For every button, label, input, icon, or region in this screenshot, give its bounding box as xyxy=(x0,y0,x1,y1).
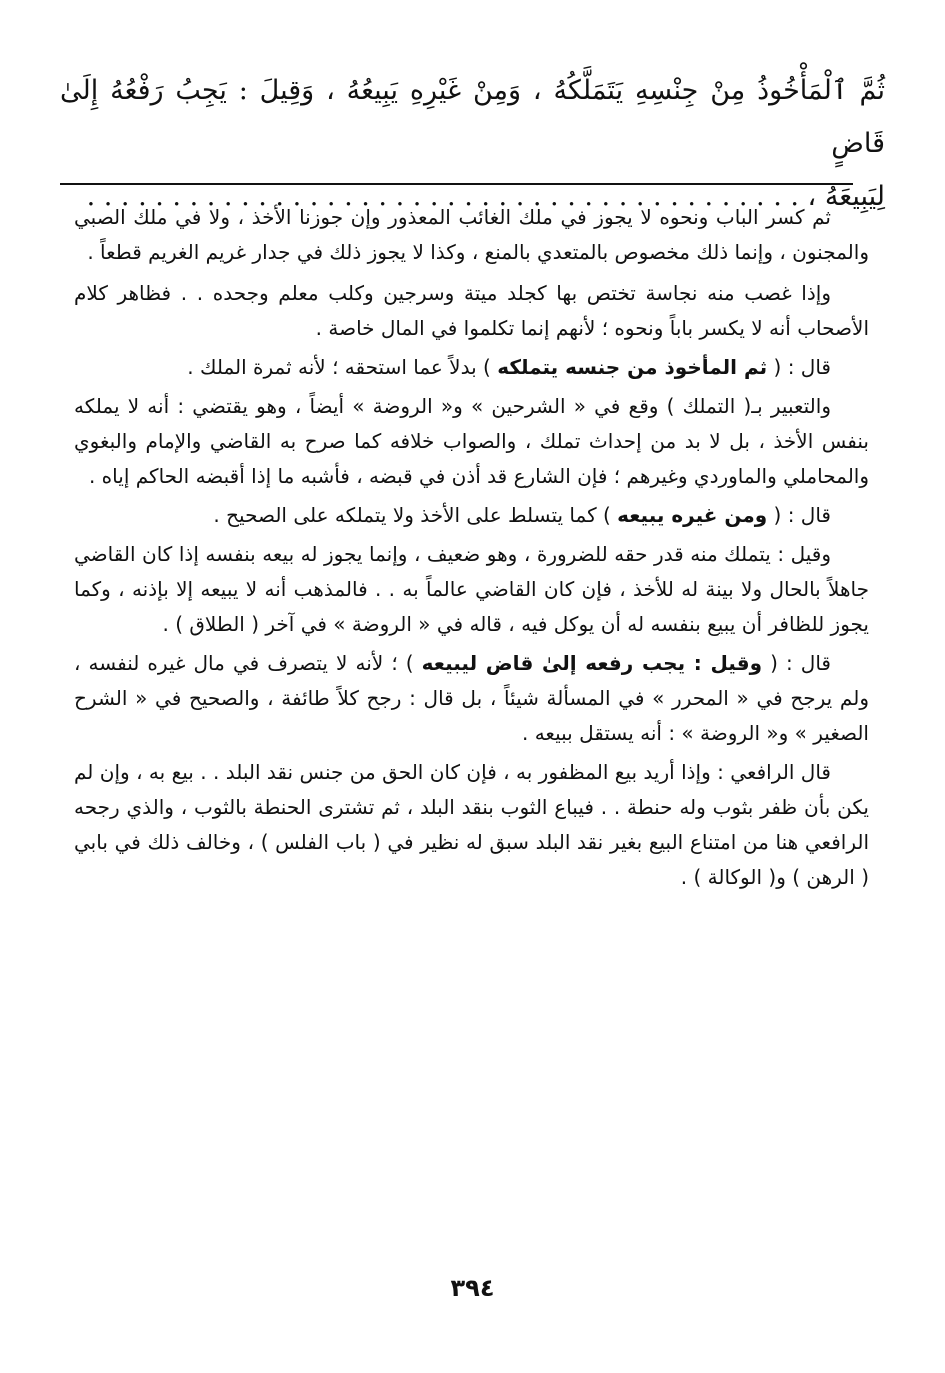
quote-open: قال : ( xyxy=(770,651,831,675)
quote-open: قال : ( xyxy=(773,503,831,527)
quote-rest: ) بدلاً عما استحقه ؛ لأنه ثمرة الملك . xyxy=(187,355,491,379)
matn-line-1: ثُمَّ ٱلْمَأْخُوذُ مِنْ جِنْسِهِ يَتَمَلَّكُهُ ، وَمِنْ غَيْرِهِ يَبِيعُهُ ، وَقِيلَ : يَجِبُ رَفْعُهُ إِلَىٰ قَاضٍ xyxy=(60,75,885,159)
commentary-paragraph-4: والتعبير بـ( التملك ) وقع في « الشرحين » و« الروضة » أيضاً ، وهو يقتضي : أنه لا يملكه بنفس الأخذ ، بل لا بد من إحداث تملك ، والصواب خلافه كما صرح به القاضي والإمام والبغوي والمحاملي والماوردي وغيرهم ؛ فإن الشارع قد أذن في قبضه ، فأشبه ما إذا أقبضه الحاكم إياه . xyxy=(74,394,869,488)
matn-quote: وقيل : يجب رفعه إلىٰ قاض ليبيعه xyxy=(421,651,762,675)
commentary-paragraph-3 xyxy=(74,350,869,385)
matn-quote: ثم المأخوذ من جنسه يتملكه xyxy=(497,355,768,379)
matn-quote: ومن غيره يبيعه xyxy=(617,503,768,527)
page-number: ٣٩٤ xyxy=(450,1274,495,1302)
commentary-paragraph-6: وقيل : يتملك منه قدر حقه للضرورة ، وهو ضعيف ، وإنما يجوز له بيعه بنفسه إذا كان القاضي جاهلاً بالحال ولا بينة له للأخذ ، فإن كان القاضي عالماً به . . فالمذهب أنه لا يبيعه إلا بإذنه ، وكما يجوز للظافر أن يبيع بنفسه له أن يوكل فيه ، قاله في « الروضة » في آخر ( الطلاق ) . xyxy=(74,542,869,636)
divider-line xyxy=(60,183,853,185)
matn-line-2: لِيَبِيعَهُ ، . . . . . . . . . . . . . . . . . . . . . . . . . . . . . . . . . . . . . . . . . . xyxy=(86,181,885,212)
commentary-paragraph-8: قال الرافعي : وإذا أريد بيع المظفور به ، فإن كان الحق من جنس نقد البلد . . بيع به ، وإن لم يكن بأن ظفر بثوب وله حنطة . . فيباع الثوب بنقد البلد ، ثم تشترى الحنطة بالثوب ، والذي رجحه الرافعي هنا من امتناع البيع بغير نقد البلد سبق له نظير في ( باب الفلس ) ، وخالف ذلك في بابي ( الرهن ) و( الوكالة ) . xyxy=(74,760,869,889)
quote-rest: ) ؛ لأنه لا يتصرف في مال غيره لنفسه ، ولم يرجح في « المحرر » في المسألة شيئاً ، بل قال : رجح كلاً طائفة ، والصحيح في « الشرح الصغير » و« الروضة » : أنه يستقل ببيعه . xyxy=(74,651,869,745)
commentary-paragraph-7 xyxy=(74,646,869,751)
commentary-text xyxy=(74,200,869,899)
commentary-paragraph-5 xyxy=(74,498,869,533)
commentary-paragraph-2: وإذا غصب منه نجاسة تختص بها كجلد ميتة وسرجين وكلب معلم وجحده . . فظاهر كلام الأصحاب أنه لا يكسر باباً ونحوه ؛ لأنهم إنما تكلموا في المال خاصة . xyxy=(74,281,869,340)
quote-open: قال : ( xyxy=(773,355,831,379)
commentary-paragraph-1: ثم كسر الباب ونحوه لا يجوز في ملك الغائب المعذور وإن جوزنا الأخذ ، ولا في ملك الصبي والمجنون ، وإنما ذلك مخصوص بالمتعدي بالمنع ، وكذا لا يجوز ذلك في جدار غريم الغريم قطعاً . xyxy=(74,205,869,264)
quote-rest: ) كما يتسلط على الأخذ ولا يتملكه على الصحيح . xyxy=(213,503,611,527)
